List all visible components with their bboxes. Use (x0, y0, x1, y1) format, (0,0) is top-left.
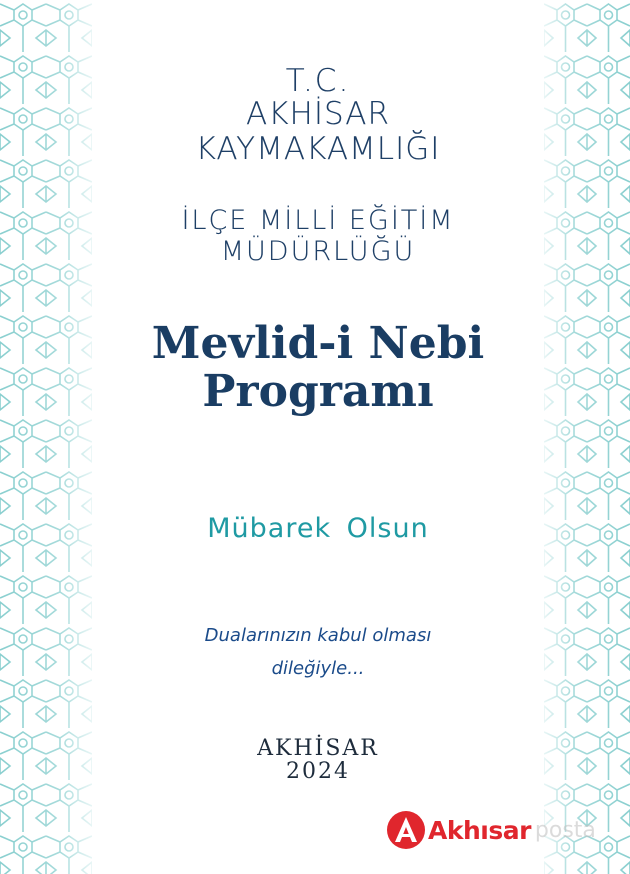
watermark-name: Akhısar (428, 815, 531, 845)
subtitle: Mübarek Olsun (207, 513, 429, 544)
watermark-suffix: posta (534, 817, 596, 843)
header-office: KAYMAKAMLIĞI (195, 131, 441, 167)
header-district: AKHİSAR (246, 96, 390, 132)
header-directorate-line1: İLÇE MİLLİ EĞİTİM (181, 205, 455, 236)
title-line2: Programı (202, 366, 434, 417)
footer-place: AKHİSAR (257, 736, 379, 761)
footer-year: 2024 (286, 759, 350, 784)
wish-line1: Dualarınızın kabul olması (204, 625, 432, 646)
header-state: T.C. (285, 63, 351, 99)
wish-line2: dileğiyle... (271, 658, 365, 679)
watermark (386, 808, 596, 852)
decorative-border-left (0, 0, 92, 874)
decorative-border-right (544, 0, 630, 874)
title-line1: Mevlid-i Nebi (151, 318, 485, 369)
header-directorate-line2: MÜDÜRLÜĞÜ (220, 236, 416, 267)
akhisar-logo-icon (386, 810, 426, 850)
